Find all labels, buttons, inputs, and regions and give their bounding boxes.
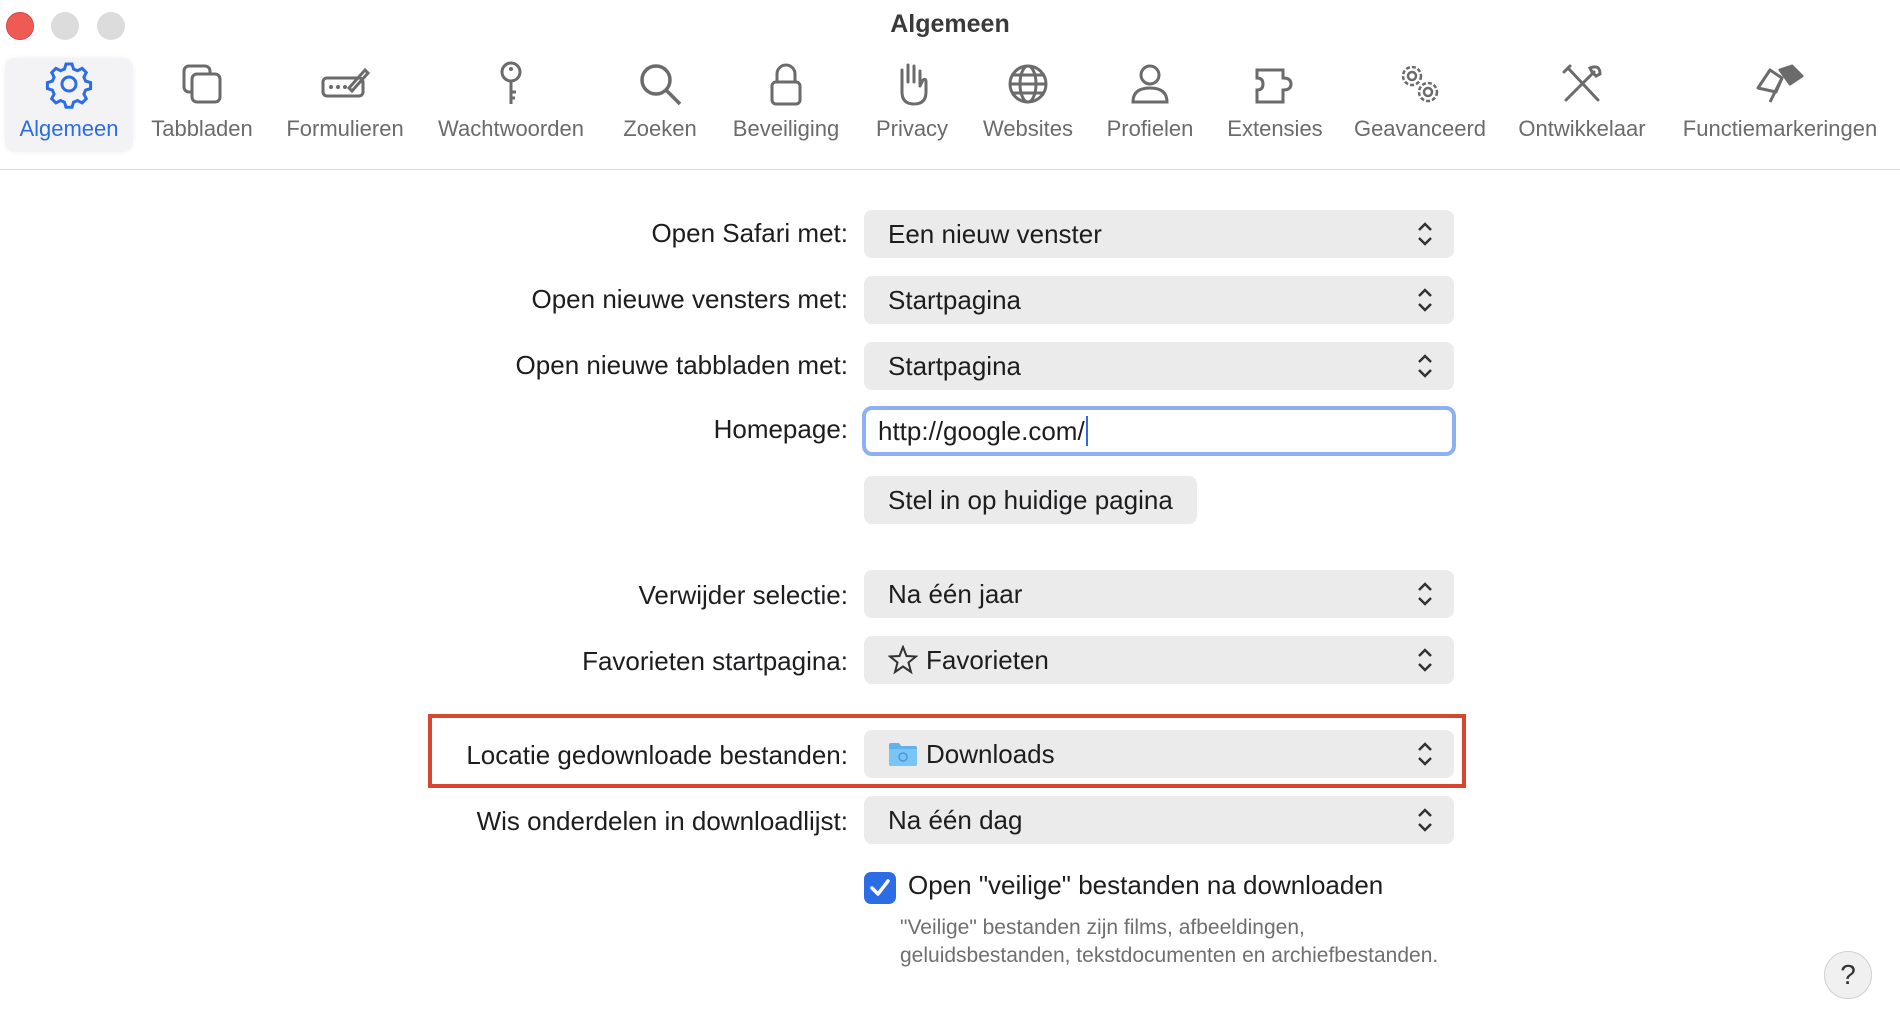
tab-label: Beveiliging <box>732 116 840 141</box>
window-titlebar <box>0 0 1900 170</box>
popup-value: Een nieuw venster <box>888 218 1102 249</box>
popup-value: Startpagina <box>888 350 1021 381</box>
tab-label: Privacy <box>875 116 949 141</box>
open-safari-label: Open Safari met: <box>651 218 848 248</box>
download-location-popup[interactable] <box>864 730 1454 778</box>
tab-label: Profielen <box>1106 116 1194 141</box>
search-icon <box>634 58 686 110</box>
up-down-chevron-icon <box>1416 740 1434 768</box>
tab-privacy[interactable] <box>866 58 958 152</box>
globe-icon <box>1002 58 1054 110</box>
up-down-chevron-icon <box>1416 286 1434 314</box>
up-down-chevron-icon <box>1416 352 1434 380</box>
popup-value: Favorieten <box>926 644 1049 675</box>
tab-algemeen[interactable] <box>5 58 133 152</box>
gears-icon <box>1394 58 1446 110</box>
folder-icon <box>888 741 918 767</box>
tab-beveiliging[interactable] <box>724 58 848 152</box>
favorites-popup[interactable] <box>864 636 1454 684</box>
tab-geavanceerd[interactable] <box>1348 58 1492 152</box>
autofill-icon <box>319 58 371 110</box>
homepage-input[interactable] <box>862 406 1456 456</box>
popup-value: Na één jaar <box>888 578 1023 609</box>
tab-websites[interactable] <box>976 58 1080 152</box>
tab-ontwikkelaar[interactable] <box>1508 58 1656 152</box>
tab-profielen[interactable] <box>1098 58 1202 152</box>
clear-downloads-popup[interactable] <box>864 796 1454 844</box>
up-down-chevron-icon <box>1416 580 1434 608</box>
favorites-label: Favorieten startpagina: <box>582 646 848 676</box>
person-icon <box>1124 58 1176 110</box>
safe-files-help-text: "Veilige" bestanden zijn films, afbeeldingen, geluidsbestanden, tekstdocumenten en archiefbestanden. <box>900 916 1439 967</box>
remove-history-label: Verwijder selectie: <box>638 580 848 610</box>
new-tabs-label: Open nieuwe tabbladen met: <box>515 350 848 380</box>
tabs-icon <box>176 58 228 110</box>
set-current-page-button[interactable]: Stel in op huidige pagina <box>864 476 1197 524</box>
flags-icon <box>1754 58 1806 110</box>
tab-label: Extensies <box>1227 116 1323 141</box>
tab-label: Geavanceerd <box>1353 116 1487 141</box>
star-icon <box>888 645 918 675</box>
gear-icon <box>43 58 95 110</box>
open-safe-files-label[interactable]: Open "veilige" bestanden na downloaden <box>908 870 1384 900</box>
hand-icon <box>886 58 938 110</box>
tab-label: Zoeken <box>623 116 697 141</box>
tab-formulieren[interactable] <box>278 58 412 152</box>
tab-label: Tabbladen <box>151 116 253 141</box>
preferences-toolbar <box>0 58 1900 158</box>
tab-extensies[interactable] <box>1222 58 1328 152</box>
help-button[interactable]: ? <box>1824 951 1872 999</box>
text-caret <box>1086 416 1088 446</box>
tab-label: Wachtwoorden <box>438 116 584 141</box>
popup-value: Startpagina <box>888 284 1021 315</box>
open-safe-files-checkbox[interactable] <box>864 872 896 904</box>
tab-label: Ontwikkelaar <box>1518 116 1646 141</box>
remove-history-popup[interactable] <box>864 570 1454 618</box>
tools-icon <box>1556 58 1608 110</box>
checkmark-icon <box>864 872 896 904</box>
key-icon <box>485 58 537 110</box>
tab-functiemarkeringen[interactable] <box>1674 58 1886 152</box>
tab-zoeken[interactable] <box>612 58 708 152</box>
puzzle-icon <box>1249 58 1301 110</box>
new-windows-popup[interactable] <box>864 276 1454 324</box>
download-location-label: Locatie gedownloade bestanden: <box>466 740 848 770</box>
up-down-chevron-icon <box>1416 646 1434 674</box>
homepage-value: http://google.com/ <box>878 415 1085 446</box>
new-tabs-popup[interactable] <box>864 342 1454 390</box>
window-title: Algemeen <box>890 10 1010 38</box>
tab-label: Functiemarkeringen <box>1682 116 1878 141</box>
popup-value: Downloads <box>926 738 1055 769</box>
new-windows-label: Open nieuwe vensters met: <box>531 284 848 314</box>
lock-icon <box>760 58 812 110</box>
open-safari-popup[interactable] <box>864 210 1454 258</box>
tab-wachtwoorden[interactable] <box>431 58 591 152</box>
homepage-label: Homepage: <box>713 414 848 444</box>
tab-label: Websites <box>982 116 1074 141</box>
up-down-chevron-icon <box>1416 220 1434 248</box>
tab-label: Algemeen <box>19 116 119 141</box>
clear-downloads-label: Wis onderdelen in downloadlijst: <box>476 806 848 836</box>
tab-tabbladen[interactable] <box>143 58 261 152</box>
up-down-chevron-icon <box>1416 806 1434 834</box>
popup-value: Na één dag <box>888 804 1023 835</box>
tab-label: Formulieren <box>286 116 404 141</box>
